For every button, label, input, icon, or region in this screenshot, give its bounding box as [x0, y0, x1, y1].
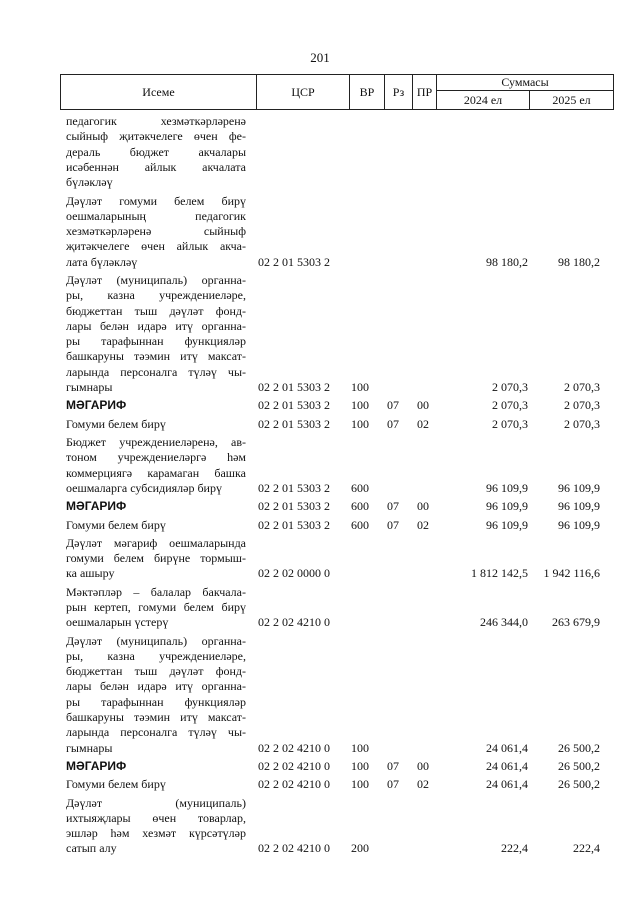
- table-row: [0, 435, 640, 496]
- row-csr: 02 2 01 5303 2: [258, 398, 330, 413]
- row-amount-2024: 24 061,4: [486, 740, 528, 755]
- row-csr: 02 2 02 4210 0: [258, 759, 330, 773]
- table-row: [0, 777, 640, 792]
- row-name-line: бүләкләү: [66, 175, 113, 190]
- row-vr: 600: [351, 499, 369, 514]
- row-pr: 00: [417, 398, 429, 413]
- row-name-line: исәбеннән айлык акчалата: [66, 159, 246, 174]
- row-vr: 600: [351, 517, 369, 532]
- row-name-line: коммерциягә карамаган башка: [66, 465, 246, 480]
- row-name: [66, 796, 246, 857]
- row-name-line: сатып алу: [66, 841, 117, 856]
- row-name-line: Дәүләт (муниципаль) органна-: [66, 273, 246, 287]
- row-csr: 02 2 01 5303 2: [258, 499, 330, 514]
- table-row: [0, 114, 640, 191]
- row-vr: 100: [351, 398, 369, 413]
- row-amount-2024: 2 070,3: [492, 380, 528, 395]
- row-amount-2025: 2 070,3: [564, 398, 600, 413]
- row-name-line: Дәүләт гомуми белем бирү: [66, 193, 246, 208]
- row-name-line: МӘГАРИФ: [66, 499, 127, 514]
- row-name: [66, 194, 246, 270]
- row-amount-2025: 96 109,9: [558, 499, 600, 514]
- row-amount-2024: 98 180,2: [486, 254, 528, 269]
- row-pr: 02: [417, 777, 429, 792]
- row-csr: 02 2 02 4210 0: [258, 740, 330, 755]
- row-amount-2024: 96 109,9: [486, 517, 528, 532]
- row-name-line: лары белән идарә итү органна-: [66, 318, 246, 333]
- row-name-line: башкаруны тәэмин итү максат-: [66, 710, 246, 725]
- table-row: [0, 273, 640, 395]
- row-name-line: ихтыяҗлары өчен товарлар,: [66, 810, 246, 825]
- table-row: [0, 499, 640, 514]
- table-row: [0, 518, 640, 533]
- table-row: [0, 796, 640, 857]
- row-name-line: ка ашыру: [66, 566, 115, 581]
- row-vr: 600: [351, 480, 369, 495]
- row-name-line: гымнары: [66, 740, 113, 755]
- row-amount-2025: 222,4: [573, 841, 600, 856]
- page-number: 201: [310, 50, 330, 65]
- row-name-line: бюджеттан тыш дәүләт фонд-: [66, 303, 246, 318]
- row-vr: 100: [351, 416, 369, 431]
- row-name-line: Бюджет учреждениеләренә, ав-: [66, 435, 246, 449]
- row-amount-2025: 1 942 116,6: [543, 566, 600, 581]
- row-csr: 02 2 02 4210 0: [258, 615, 330, 630]
- table-row: [0, 194, 640, 271]
- row-csr: 02 2 02 4210 0: [258, 841, 330, 856]
- row-csr: 02 2 01 5303 2: [258, 416, 330, 431]
- row-name-line: бюджеттан тыш дәүләт фонд-: [66, 664, 246, 679]
- row-amount-2025: 26 500,2: [558, 759, 600, 773]
- row-vr: 100: [351, 759, 369, 773]
- row-rz: 07: [387, 759, 399, 773]
- table-row: [0, 398, 640, 413]
- row-name-line: җитәкчелеге өчен айлык акча-: [66, 239, 246, 254]
- row-vr: 200: [351, 841, 369, 856]
- row-name-line: ры, казна учреждениеләре,: [66, 288, 246, 303]
- row-amount-2025: 96 109,9: [558, 517, 600, 532]
- header-name: Исеме: [61, 75, 257, 109]
- row-name: [66, 536, 246, 582]
- table-row: [0, 417, 640, 432]
- row-name-line: ларында персоналга түләү чы-: [66, 364, 246, 379]
- row-name: [66, 634, 246, 756]
- row-csr: 02 2 02 0000 0: [258, 566, 330, 581]
- row-amount-2024: 2 070,3: [492, 416, 528, 431]
- row-name-line: Дәүләт мәгариф оешмаларында: [66, 535, 246, 550]
- row-name-line: лата бүләкләү: [66, 254, 138, 269]
- row-amount-2025: 96 109,9: [558, 480, 600, 495]
- row-name: [66, 114, 246, 190]
- row-pr: 02: [417, 416, 429, 431]
- row-rz: 07: [387, 777, 399, 792]
- row-pr: 02: [417, 517, 429, 532]
- row-name-line: Дәүләт (муниципаль) органна-: [66, 633, 246, 648]
- row-name-line: сыйныф җитәкчелеге өчен фе-: [66, 129, 246, 144]
- row-name: [66, 585, 246, 631]
- row-name: [66, 435, 246, 496]
- header-vr: ВР: [350, 75, 385, 109]
- row-name-line: гымнары: [66, 380, 113, 395]
- table-row: [0, 585, 640, 631]
- row-amount-2025: 98 180,2: [558, 254, 600, 269]
- row-vr: 100: [351, 380, 369, 395]
- row-rz: 07: [387, 416, 399, 431]
- row-name-line: Гомуми белем бирү: [66, 517, 166, 532]
- table-row: [0, 759, 640, 774]
- row-amount-2024: 96 109,9: [486, 480, 528, 495]
- row-name: [66, 398, 246, 413]
- row-name-line: оешмаларга субсидияләр бирү: [66, 480, 222, 495]
- row-name-line: МӘГАРИФ: [66, 398, 127, 413]
- row-name-line: эшләр һәм хезмәт күрсәтүләр: [66, 826, 246, 841]
- row-rz: 07: [387, 517, 399, 532]
- row-name-line: Гомуми белем бирү: [66, 416, 166, 431]
- row-name-line: ры, казна учреждениеләре,: [66, 648, 246, 663]
- row-vr: 100: [351, 777, 369, 792]
- row-name-line: рын кертеп, гомуми белем бирү: [66, 599, 246, 614]
- row-name-line: педагогик хезмәткәрләренә: [66, 114, 246, 128]
- row-name-line: лары белән идарә итү органна-: [66, 679, 246, 694]
- header-sums: Суммасы: [437, 75, 613, 91]
- table-row: [0, 536, 640, 582]
- row-amount-2024: 24 061,4: [486, 777, 528, 792]
- row-name: [66, 777, 246, 792]
- row-name-line: дераль бюджет акчалары: [66, 144, 246, 159]
- row-name-line: Гомуми белем бирү: [66, 777, 166, 792]
- header-rz: Рз: [385, 75, 413, 109]
- row-name-line: тоном учреждениеләргә һәм: [66, 450, 246, 465]
- row-name-line: МӘГАРИФ: [66, 759, 127, 773]
- row-name-line: башкаруны тәэмин итү максат-: [66, 349, 246, 364]
- row-amount-2025: 26 500,2: [558, 740, 600, 755]
- row-name: [66, 417, 246, 432]
- row-amount-2024: 246 344,0: [480, 615, 528, 630]
- row-name-line: ры тарафыннан функцияләр: [66, 694, 246, 709]
- row-name-line: оешмаларының педагогик: [66, 208, 246, 223]
- row-name-line: хезмәткәрләренә сыйныф: [66, 224, 246, 239]
- row-amount-2025: 2 070,3: [564, 380, 600, 395]
- row-amount-2024: 2 070,3: [492, 398, 528, 413]
- row-csr: 02 2 02 4210 0: [258, 777, 330, 792]
- row-name-line: гомуми белем бирүне тормыш-: [66, 551, 246, 566]
- header-csr: ЦСР: [257, 75, 350, 109]
- header-year-2025: 2025 ел: [552, 92, 591, 107]
- row-csr: 02 2 01 5303 2: [258, 517, 330, 532]
- row-name: [66, 499, 246, 514]
- row-pr: 00: [417, 499, 429, 514]
- row-name-line: Дәүләт (муниципаль): [66, 795, 246, 810]
- row-amount-2025: 26 500,2: [558, 777, 600, 792]
- row-name: [66, 518, 246, 533]
- row-amount-2025: 263 679,9: [552, 615, 600, 630]
- table-row: [0, 634, 640, 756]
- row-amount-2024: 24 061,4: [486, 759, 528, 773]
- row-vr: 100: [351, 740, 369, 755]
- row-name: [66, 273, 246, 395]
- row-pr: 00: [417, 759, 429, 773]
- row-csr: 02 2 01 5303 2: [258, 254, 330, 269]
- row-name-line: Мәктәпләр – балалар бакчала-: [66, 584, 246, 599]
- row-amount-2024: 1 812 142,5: [471, 566, 528, 581]
- row-amount-2025: 2 070,3: [564, 416, 600, 431]
- row-name-line: оешмаларын үстерү: [66, 615, 169, 630]
- row-rz: 07: [387, 398, 399, 413]
- row-name-line: ры тарафыннан функцияләр: [66, 334, 246, 349]
- header-year-2024: 2024 ел: [437, 91, 530, 109]
- row-name: [66, 759, 246, 774]
- row-amount-2024: 96 109,9: [486, 499, 528, 514]
- row-name-line: ларында персоналга түләү чы-: [66, 725, 246, 740]
- row-csr: 02 2 01 5303 2: [258, 480, 330, 495]
- row-amount-2024: 222,4: [501, 841, 528, 856]
- row-csr: 02 2 01 5303 2: [258, 380, 330, 395]
- row-rz: 07: [387, 499, 399, 514]
- header-pr: ПР: [413, 75, 437, 109]
